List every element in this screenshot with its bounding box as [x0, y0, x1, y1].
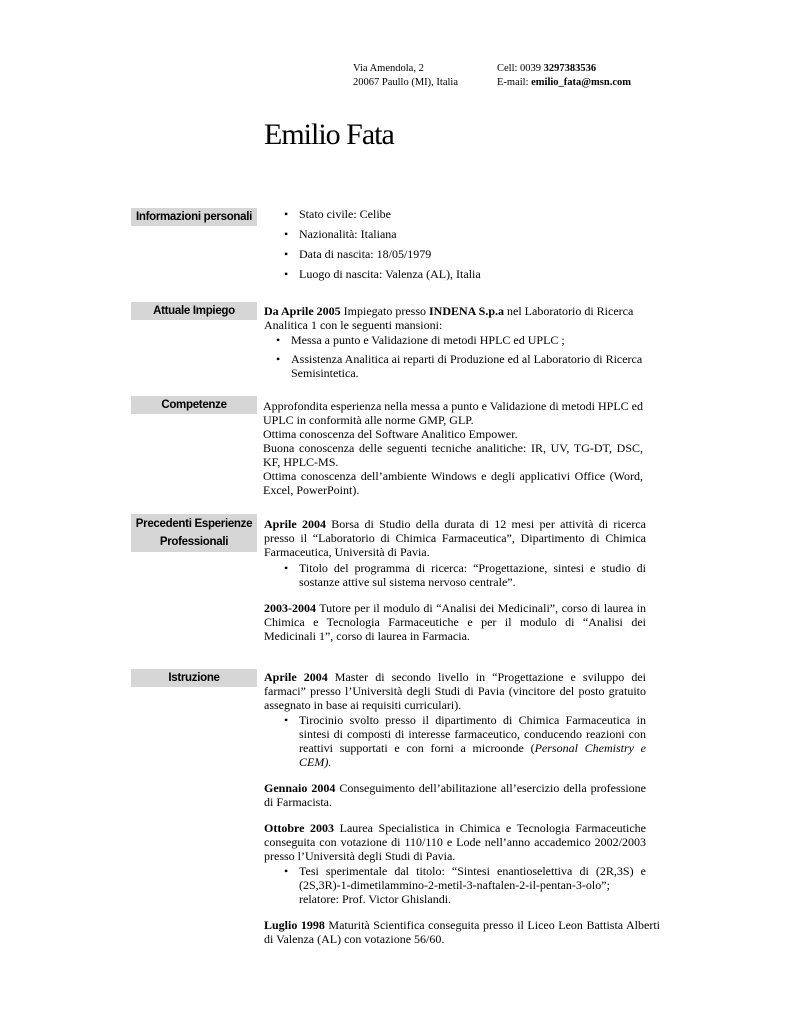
- entry-text: Laurea Specialistica in Chimica e Tecnologia Farmaceutiche conseguita con votazione di 110/110 e Lode nell’anno accademico 2002/2003 presso l’Università degli Studi di Pavia.: [264, 821, 646, 863]
- email: [497, 76, 631, 90]
- education-entry-2: [264, 781, 646, 809]
- list-item: [284, 713, 646, 769]
- contact-block: [497, 62, 631, 90]
- address-line-2: 20067 Paullo (MI), Italia: [353, 77, 458, 88]
- bullet-italic: Personal Chemistry e CEM).: [299, 741, 646, 769]
- section-label-personal: Informazioni personali: [131, 208, 257, 226]
- experience-entry-1: [264, 517, 646, 559]
- personal-info-list: [284, 204, 664, 284]
- skills-line: Ottima conoscenza del Software Analitico Empower.: [263, 427, 518, 441]
- cell-label: Cell: 0039: [497, 63, 544, 74]
- entry-date: Gennaio 2004: [264, 781, 336, 795]
- skills-line: Approfondita esperienza nella messa a punto e Validazione di metodi HPLC ed UPLC in conformità alle norme GMP, GLP.: [263, 399, 644, 427]
- list-item: • Tesi sperimentale dal titolo: “Sintesi enantioselettiva di (2R,3S) e (2S,3R)-1-dimetilammino-2-metil-3-naftalen-2-il-pentan-3-olo”; relatore: Prof. Victor Ghislandi.: [284, 864, 646, 906]
- skills-line: Buona conoscenza delle seguenti tecniche analitiche: IR, UV, TG-DT, DSC, KF, HPLC-MS.: [263, 441, 643, 469]
- job-date: Da Aprile 2005: [264, 304, 341, 318]
- skills-text: [263, 399, 643, 497]
- entry-text: Tutore per il modulo di “Analisi dei Medicinali”, corso di laurea in Chimica e Tecnologia Farmaceutiche e per il modulo di “Analisi dei Medicinali 1”, corso di laurea in Farmacia.: [264, 601, 646, 643]
- entry-date: Ottobre 2003: [264, 821, 335, 835]
- entry-text: Master di secondo livello in “Progettazione e sviluppo dei farmaci” presso l’Università degli Studi di Pavia (vincitore del posto gratuito assegnato in base ai requisiti curriculari).: [264, 670, 646, 712]
- experience-entry-2: [264, 601, 646, 643]
- job-text-b: nel Laboratorio di Ricerca Analitica 1 con le seguenti mansioni:: [264, 304, 634, 332]
- education-section: [264, 670, 660, 946]
- list-item: • Assistenza Analitica ai reparti di Produzione ed al Laboratorio di Ricerca Semisintetica.: [276, 352, 646, 380]
- label-line-2: Professionali: [159, 536, 229, 548]
- email-value: emilio_fata@msn.com: [531, 77, 631, 88]
- education-entry-1: [264, 670, 646, 712]
- list-item: • Stato civile: Celibe: [284, 204, 664, 224]
- education-bullets-1: [284, 713, 646, 769]
- education-bullets-3: [284, 864, 646, 906]
- experience-bullets: [284, 561, 646, 589]
- label-line-1: Precedenti Esperienze: [135, 518, 253, 530]
- job-text-a: Impiegato presso: [340, 304, 429, 318]
- address-block: [353, 62, 458, 90]
- list-item: • Nazionalità: Italiana: [284, 224, 664, 244]
- entry-date: Aprile 2004: [264, 517, 326, 531]
- entry-text: Borsa di Studio della durata di 12 mesi per attività di ricerca presso il “Laboratorio di Chimica Farmaceutica”, Dipartimento di Chimica Farmaceutica, Università di Pavia.: [264, 517, 646, 559]
- entry-date: Aprile 2004: [264, 670, 328, 684]
- section-label-education: Istruzione: [131, 669, 257, 687]
- list-item: • Messa a punto e Validazione di metodi HPLC ed UPLC ;: [276, 333, 646, 347]
- list-item: • Titolo del programma di ricerca: “Progettazione, sintesi e studio di sostanze attive sul sistema nervoso centrale”.: [284, 561, 646, 589]
- job-section: [264, 304, 646, 380]
- job-description: [264, 304, 646, 332]
- list-item: • Data di nascita: 18/05/1979: [284, 244, 664, 264]
- entry-date: Luglio 1998: [264, 918, 325, 932]
- experience-section: [264, 517, 646, 643]
- section-label-experience: [131, 514, 257, 552]
- email-label: E-mail:: [497, 77, 532, 88]
- section-label-job: Attuale Impiego: [131, 302, 257, 320]
- job-company: INDENA S.p.a: [428, 304, 505, 318]
- cell-value: 3297383536: [543, 63, 597, 74]
- skills-line: Ottima conoscenza dell’ambiente Windows e degli applicativi Office (Word, Excel, PowerPoint).: [263, 469, 643, 497]
- address-line-1: Via Amendola, 2: [353, 63, 424, 74]
- entry-date: 2003-2004: [264, 601, 316, 615]
- list-item: • Luogo di nascita: Valenza (AL), Italia: [284, 264, 664, 284]
- entry-text: Maturità Scientifica conseguita presso il Liceo Leon Battista Alberti di Valenza (AL) con votazione 56/60.: [264, 918, 660, 946]
- entry-text: Conseguimento dell’abilitazione all’esercizio della professione di Farmacista.: [264, 781, 646, 809]
- education-entry-3: [264, 821, 646, 863]
- section-label-skills: Competenze: [131, 396, 257, 414]
- candidate-name: Emilio Fata: [264, 118, 394, 151]
- job-duties-list: [276, 333, 646, 380]
- bullet-text: Tirocinio svolto presso il dipartimento di Chimica Farmaceutica in sintesi di composti di interesse farmaceutico, conducendo reazioni con reattivi supportati e con forni a microonde (: [299, 713, 646, 755]
- education-entry-4: [264, 918, 660, 946]
- cell-phone: [497, 62, 631, 76]
